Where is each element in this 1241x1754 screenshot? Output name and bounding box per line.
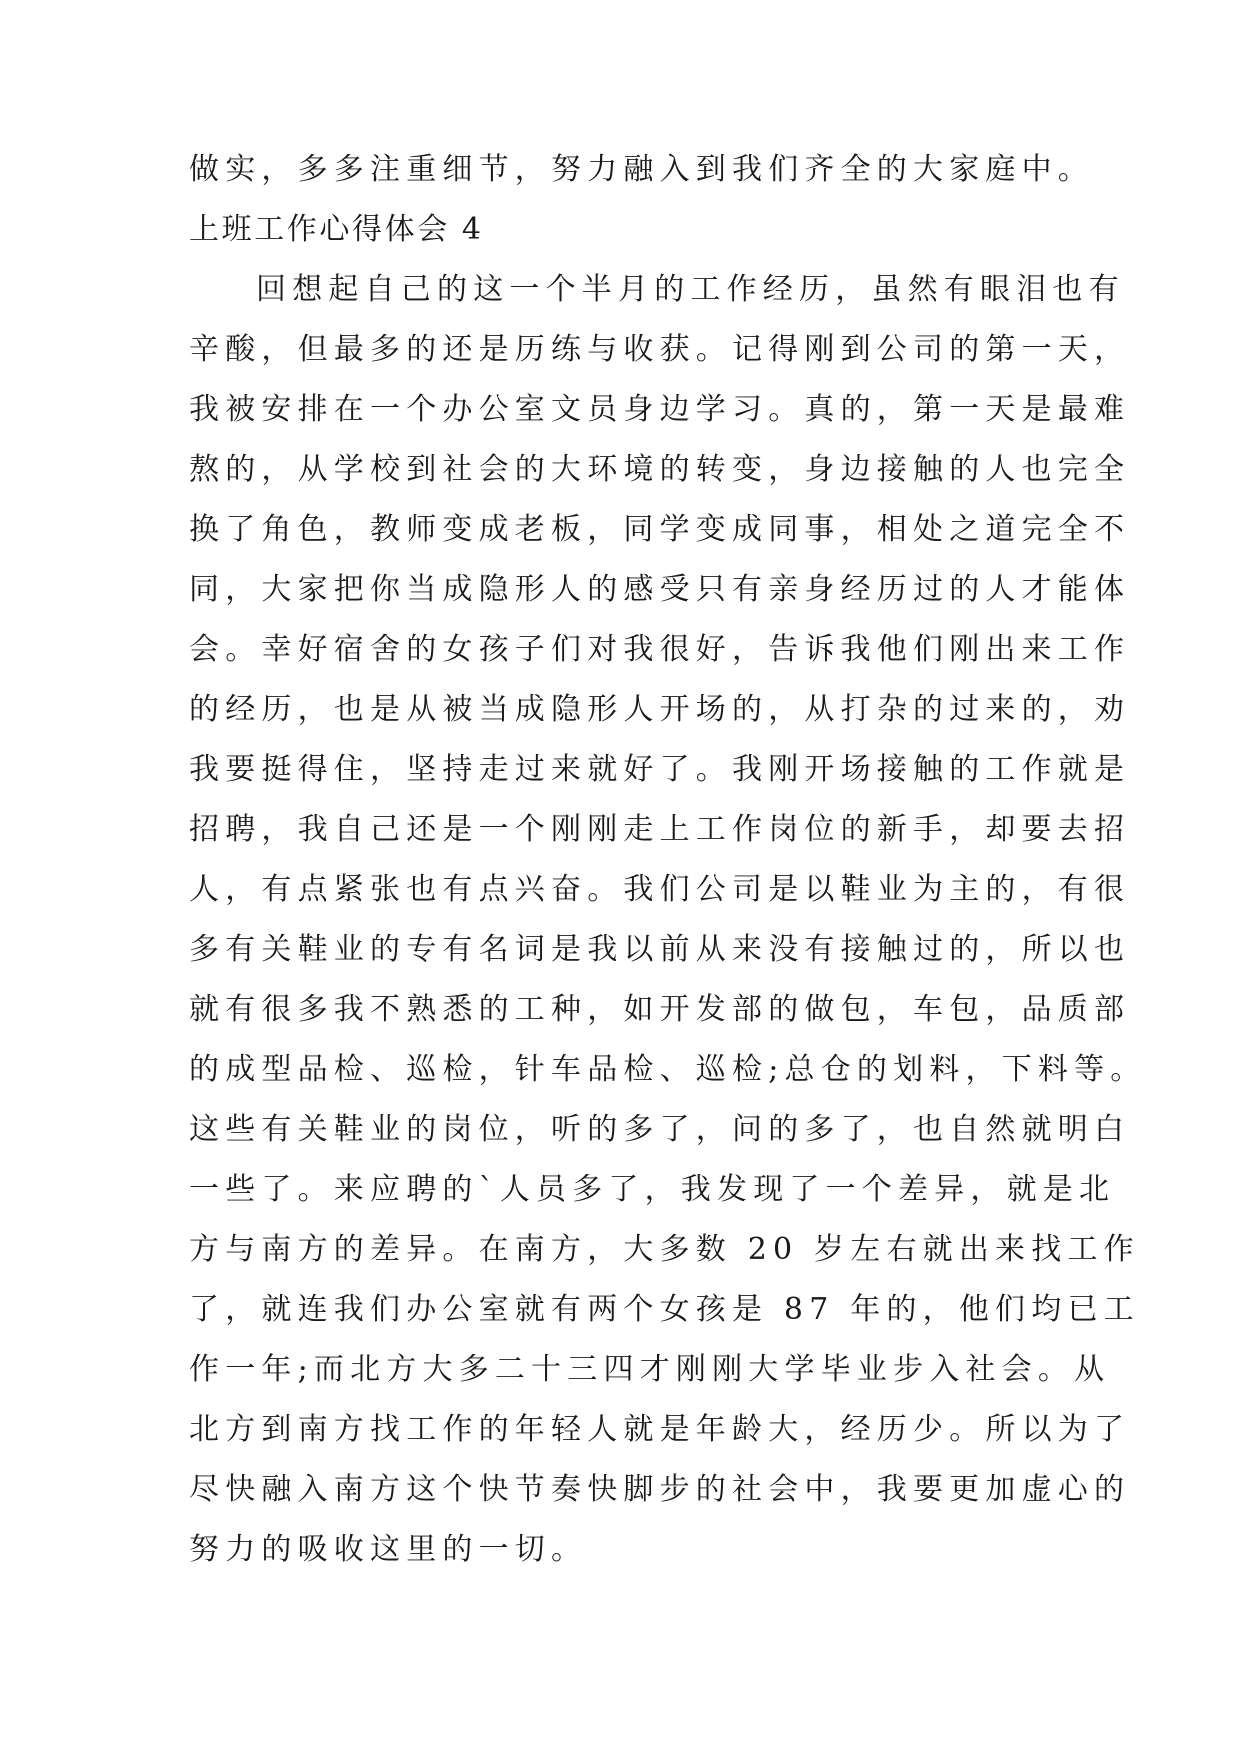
paragraph-line: 的成型品检、巡检，针车品检、巡检;总仓的划料，下料等。 <box>189 1052 1147 1087</box>
paragraph-line: 换了角色，教师变成老板，同学变成同事，相处之道完全不 <box>189 512 1131 547</box>
paragraph-line: 会。幸好宿舍的女孩子们对我很好，告诉我他们刚出来工作 <box>189 632 1131 667</box>
paragraph-line: 辛酸，但最多的还是历练与收获。记得刚到公司的第一天， <box>189 332 1131 367</box>
paragraph-line: 同，大家把你当成隐形人的感受只有亲身经历过的人才能体 <box>189 572 1131 607</box>
paragraph-line: 熬的，从学校到社会的大环境的转变，身边接触的人也完全 <box>189 452 1131 487</box>
carryover-line: 做实，多多注重细节，努力融入到我们齐全的大家庭中。 <box>189 152 1094 187</box>
paragraph-line: 回想起自己的这一个半月的工作经历，虽然有眼泪也有 <box>256 272 1125 307</box>
paragraph-line: 努力的吸收这里的一切。 <box>189 1532 588 1567</box>
paragraph-line: 了，就连我们办公室就有两个女孩是 87 年的，他们均已工 <box>189 1292 1140 1327</box>
paragraph-line: 一些了。来应聘的`人员多了，我发现了一个差异，就是北 <box>189 1172 1116 1207</box>
paragraph-line: 这些有关鞋业的岗位，听的多了，问的多了，也自然就明白 <box>189 1112 1131 1147</box>
paragraph-line: 多有关鞋业的专有名词是我以前从来没有接触过的，所以也 <box>189 932 1131 967</box>
paragraph-line: 作一年;而北方大多二十三四才刚刚大学毕业步入社会。从 <box>189 1352 1111 1387</box>
paragraph-line: 人，有点紧张也有点兴奋。我们公司是以鞋业为主的，有很 <box>189 872 1131 907</box>
paragraph-line: 北方到南方找工作的年轻人就是年龄大，经历少。所以为了 <box>189 1412 1131 1447</box>
paragraph-line: 方与南方的差异。在南方，大多数 20 岁左右就出来找工作 <box>189 1232 1140 1267</box>
paragraph-line: 我要挺得住，坚持走过来就好了。我刚开场接触的工作就是 <box>189 752 1131 787</box>
paragraph-line: 就有很多我不熟悉的工种，如开发部的做包，车包，品质部 <box>189 992 1131 1027</box>
paragraph-line: 尽快融入南方这个快节奏快脚步的社会中，我要更加虚心的 <box>189 1472 1131 1507</box>
paragraph-line: 招聘，我自己还是一个刚刚走上工作岗位的新手，却要去招 <box>189 812 1131 847</box>
paragraph-line: 的经历，也是从被当成隐形人开场的，从打杂的过来的，劝 <box>189 692 1131 727</box>
paragraph-line: 我被安排在一个办公室文员身边学习。真的，第一天是最难 <box>189 392 1131 427</box>
section-heading: 上班工作心得体会 4 <box>189 212 484 247</box>
